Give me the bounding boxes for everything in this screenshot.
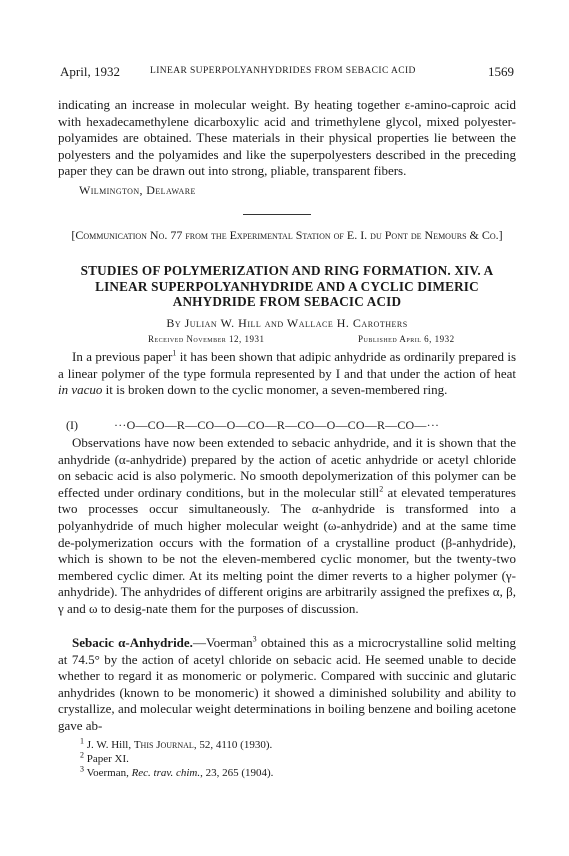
header-date: April, 1932 [60,64,120,79]
footnote-ref-3: 3 [252,634,257,644]
communication-note: [Communication No. 77 from the Experimental Station of E. I. du Pont de Nemours & Co.] [71,228,503,242]
footnote-text: J. W. Hill, [86,739,134,751]
footnote-ref-2: 2 [379,484,384,494]
footnote-mark: 1 [80,736,84,746]
running-title: LINEAR SUPERPOLYANHYDRIDES FROM SEBACIC ACID [150,66,416,76]
footnote-ref-1: 1 [172,348,177,358]
footnote-journal: This Journal [133,739,194,751]
byline: By Julian W. Hill and Wallace H. Carothers [166,316,408,330]
intro-text-b: it has been shown that adipic anhydride as ordinarily prepared is a linear polymer of the type formula represented by I and that under the action of heat [58,349,516,381]
intro-italic: in vacuo [58,382,103,398]
section-divider [243,214,311,215]
footnote-journal: Rec. trav. chim. [131,767,201,779]
footnote-citation: , 52, 4110 (1930). [193,739,273,751]
intro-text-c: it is broken down to the cyclic monomer, a seven-membered ring. [102,382,448,398]
footnotes [80,738,273,780]
formula-label: (I) [66,418,78,432]
sebacic-text-b: obtained this as a microcrystalline solid melting at 74.5° by the action of acetyl chloride on sebacic acid. He seemed unable to decide whether to regard it as monomeric or polymeric. Compared with succinic and glutaric anhydrides (known to be monomeric) it showed a diminished solubility and ability to crystallize, and molecular weight determinations in boiling benzene and boiling acetone gave ab- [58,635,516,733]
page-number: 1569 [488,64,514,79]
observations-paragraph [58,435,516,618]
formula-chain: ···O—CO—R—CO—O—CO—R—CO—O—CO—R—CO—··· [114,418,440,432]
footnote-1 [80,738,273,752]
sebacic-text-a: —Voerman [192,635,253,650]
footnote-text: Paper XI. [86,753,129,765]
footnote-3 [80,766,273,780]
footnote-citation: , 23, 265 (1904). [200,767,274,779]
footnote-mark: 3 [80,764,84,774]
footnote-text: Voerman, [86,767,132,779]
section-heading: Sebacic α-Anhydride. [72,635,193,650]
published-date: Published April 6, 1932 [358,334,455,344]
footnote-2 [80,752,273,766]
footnote-mark: 2 [80,750,84,760]
intro-paragraph [58,349,516,399]
sebacic-paragraph [58,635,516,735]
intro-text-a: In a previous paper [72,349,173,364]
author-location: Wilmington, Delaware [79,183,196,197]
observations-text-a: Observations have now been extended to sebacic anhydride, and it is shown that the anhydride (α-anhydride) prepared by the action of acetic anhydride or acetyl chloride on sebacic acid is also polymeric. No smooth depolymerization of this polymer can be effected under ordinary conditions, but in the molecular still [58,435,516,500]
received-date: Received November 12, 1931 [148,334,265,344]
article-title: STUDIES OF POLYMERIZATION AND RING FORMATION. XIV. A LINEAR SUPERPOLYANHYDRIDE AND A CYCLIC DIMERIC ANHYDRIDE FROM SEBACIC ACID [80,263,494,309]
observations-text-b: at elevated temperatures two processes occur simultaneously. The α-anhydride is transformed into a polyanhydride of much higher molecular weight (ω-anhydride) and at the same time de-polymerization occurs with the formation of a crystalline product (β-anhydride), which is shown to be not the eleven-membered cyclic monomer, but the twenty-two membered cyclic dimer. At its melting point the dimer reverts to a higher polymer (γ-anhydride). The anhydrides of different origins are arbitrarily assigned the prefixes α, β, γ and ω to desig-nate them for the purposes of discussion. [58,484,516,616]
continuation-paragraph: indicating an increase in molecular weight. By heating together ε-amino-caproic acid with hexadecamethylene dicarboxylic acid and trimethylene glycol, mixed polyester-polyamides are obtained. These materials in their physical properties lie between the polyesters and the polyamides and like the superpolyesters described in the preceding paper they can be drawn out into strong, pliable, transparent fibers. [58,97,516,179]
page-header [60,64,514,80]
